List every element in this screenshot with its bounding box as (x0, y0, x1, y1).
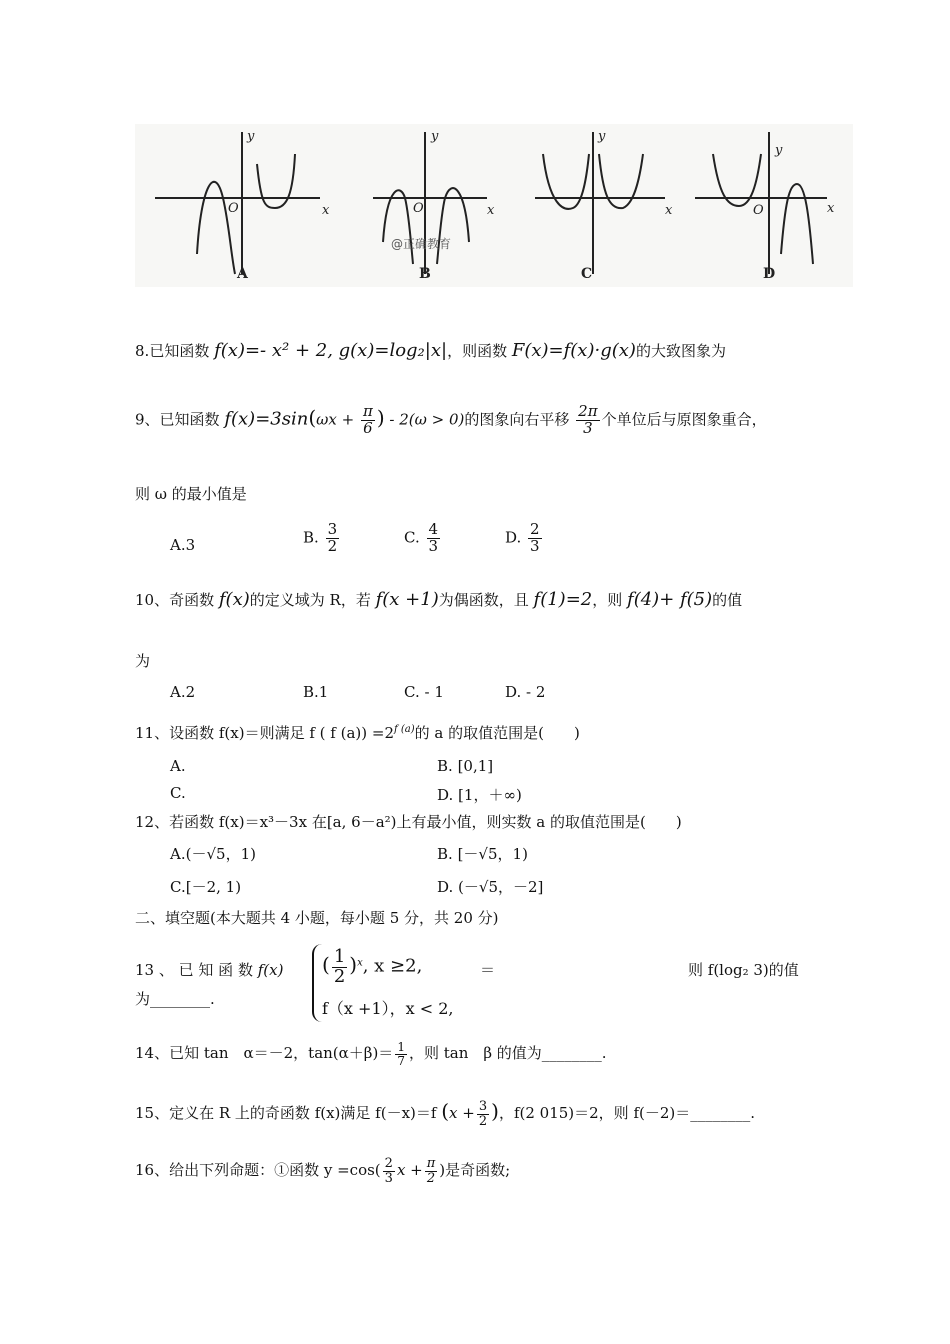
q11-option-a: A. (170, 757, 186, 775)
graph-c (535, 132, 665, 274)
q11-option-d: D. [1，＋∞) (437, 786, 522, 804)
q13-equals: ＝ (480, 961, 496, 979)
section-heading-fill-in: 二、填空题(本大题共 4 小题，每小题 5 分，共 20 分) (135, 909, 499, 927)
q10-option-d: D. - 2 (505, 683, 546, 701)
q12-option-a: A.(－√5，1) (170, 845, 256, 863)
question-12: 12、若函数 f(x)＝x³－3x 在[a, 6－a²)上有最小值，则实数 a 的取值范围是( ) (135, 813, 682, 831)
q9-option-c: C. $\frac{4}{3}$ (404, 520, 439, 555)
graph-label-b: B (419, 266, 431, 282)
question-9-line2: 则 ω 的最小值是 (135, 485, 247, 503)
graph-label-a: A (237, 266, 248, 282)
axis-y-label-b: y (431, 129, 439, 144)
q12-option-d: D. (－√5，－2] (437, 878, 544, 896)
q10-option-c: C. - 1 (404, 683, 444, 701)
q13-tail: 则 f(log₂ 3)的值 (688, 961, 799, 979)
piecewise-case-2: f（x +1），x < 2, (322, 999, 454, 1018)
question-15: 15、定义在 R 上的奇函数 f(x)满足 f(－x)＝f (x + $\frac{3}{2}$ )，f(2 015)＝2，则 f(－2)＝________. (135, 1098, 756, 1129)
origin-label-b: O (413, 201, 424, 216)
question-10-line2: 为 (135, 652, 151, 670)
axis-y-label-c: y (598, 129, 606, 144)
answer-graphs-figure (135, 124, 853, 287)
q9-option-b: B. $\frac{3}{2}$ (303, 520, 338, 555)
q13-line2: 为________. (135, 990, 215, 1008)
axis-x-label-d: x (827, 201, 835, 216)
q10-option-a: A.2 (170, 683, 196, 701)
axis-x-label-a: x (322, 203, 330, 218)
graph-label-c: C (581, 266, 593, 282)
origin-label-a: O (228, 201, 239, 216)
q9-option-d: D. $\frac{2}{3}$ (505, 520, 540, 555)
question-14: 14、已知 tan α＝－2，tan(α＋β)＝ $\frac{1}{7}$ ，则 tan β 的值为________. (135, 1040, 607, 1068)
q11-option-c: C. (170, 784, 186, 802)
watermark: @正确教育 (391, 237, 452, 251)
piecewise-case-1: ( $\frac{1}{2}$ )$^x$, x ≥2, (322, 946, 423, 987)
q9-option-a: A.3 (170, 536, 196, 554)
graph-b (373, 132, 487, 274)
axis-y-label-a: y (247, 129, 255, 144)
q11-option-b: B. [0,1] (437, 757, 494, 775)
axis-x-label-b: x (487, 203, 495, 218)
axis-x-label-c: x (665, 203, 673, 218)
question-11: 11、设函数 f(x)＝则满足 f ( f $(a)) =2^{f (a)}$的 a 的取值范围是( ) (135, 724, 580, 742)
graphs-svg (135, 124, 853, 287)
question-16: 16、给出下列命题：①函数 y =cos( $\frac{2}{3}$ x + $\frac{\pi}{2}$ )是奇函数; (135, 1156, 511, 1186)
origin-label-d: O (753, 203, 764, 218)
q10-option-b: B.1 (303, 683, 329, 701)
question-9: 9、已知函数 f(x)=3sin(ωx + $\frac{\pi}{6}$ ) - 2(ω > 0)的图象向右平移 $\frac{2\pi}{3}$ 个单位后与原图象重合， (135, 402, 767, 437)
question-13: 13 、 已 知 函 数 f(x) (135, 961, 284, 979)
q12-option-b: B. [－√5，1) (437, 845, 528, 863)
q12-option-c: C.[－2, 1) (170, 878, 242, 896)
graph-label-d: D (763, 266, 776, 282)
question-8: 8.已知函数 f(x)=- x² + 2, g(x)=log₂|x|，则函数 F(x)=f(x)·g(x)的大致图象为 (135, 340, 726, 361)
axis-y-label-d: y (775, 143, 783, 158)
question-10: 10、奇函数 f(x)的定义域为 R，若 f(x +1)为偶函数，且 f(1)=2，则 f(4)+ f(5)的值 (135, 589, 743, 610)
